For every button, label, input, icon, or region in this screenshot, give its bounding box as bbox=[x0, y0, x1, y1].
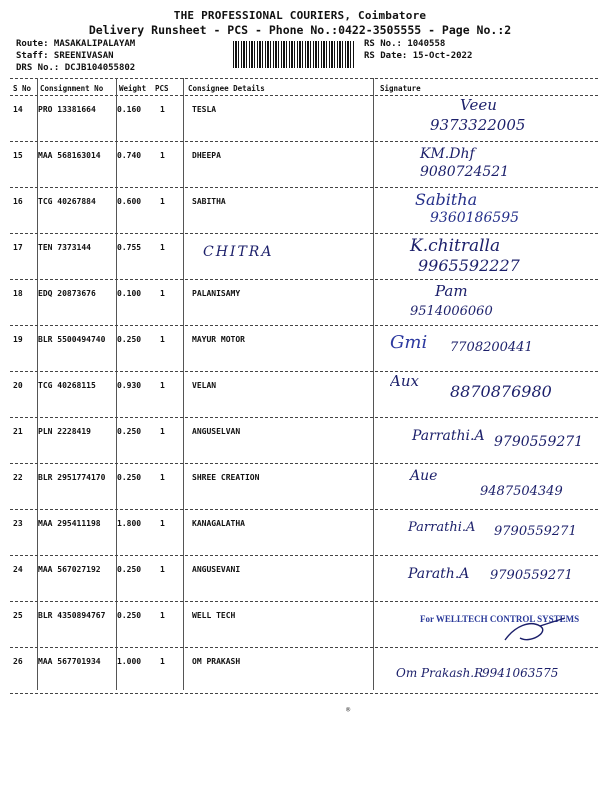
signature-area bbox=[390, 326, 595, 370]
signature-name: Parrathi.A bbox=[412, 428, 485, 444]
route-label: Route: MASAKALIPALAYAM bbox=[16, 39, 136, 49]
signature-phone: 9941063575 bbox=[482, 666, 559, 680]
signature-name: Aux bbox=[390, 372, 419, 390]
signature-phone: 7708200441 bbox=[450, 340, 533, 355]
signature-phone: 9790559271 bbox=[494, 524, 577, 539]
signature-area bbox=[390, 648, 595, 692]
row-weight: 0.250 bbox=[117, 565, 142, 574]
row-pcs: 1 bbox=[160, 197, 165, 206]
signature-name: Pam bbox=[435, 282, 468, 300]
signature-area bbox=[390, 96, 595, 140]
row-sno: 22 bbox=[13, 473, 23, 482]
row-pcs: 1 bbox=[160, 657, 165, 666]
col-pcs: PCS bbox=[155, 84, 169, 93]
signature-area bbox=[390, 280, 595, 324]
row-sno: 18 bbox=[13, 289, 23, 298]
row-sno: 16 bbox=[13, 197, 23, 206]
col-sno: S No bbox=[13, 84, 32, 93]
runsheet-header bbox=[0, 0, 600, 80]
row-consignment: MAA 295411198 bbox=[38, 519, 101, 528]
row-weight: 0.160 bbox=[117, 105, 142, 114]
table-row bbox=[10, 648, 598, 694]
row-consignment: PRO 13381664 bbox=[38, 105, 96, 114]
row-consignment: TCG 40268115 bbox=[38, 381, 96, 390]
row-consignee: MAYUR MOTOR bbox=[192, 335, 245, 344]
row-weight: 0.930 bbox=[117, 381, 142, 390]
row-pcs: 1 bbox=[160, 427, 165, 436]
row-pcs: 1 bbox=[160, 565, 165, 574]
stamp-signature-scribble bbox=[500, 616, 570, 646]
row-consignee: DHEEPA bbox=[192, 151, 221, 160]
row-consignment: PLN 2228419 bbox=[38, 427, 91, 436]
table-row bbox=[10, 326, 598, 372]
row-weight: 0.740 bbox=[117, 151, 142, 160]
signature-area bbox=[390, 142, 595, 186]
row-consignment: TCG 40267884 bbox=[38, 197, 96, 206]
table-bottom-rule bbox=[10, 693, 598, 694]
row-consignment: TEN 7373144 bbox=[38, 243, 91, 252]
row-sno: 24 bbox=[13, 565, 23, 574]
signature-area bbox=[390, 234, 595, 278]
signature-area bbox=[390, 510, 595, 554]
table-row bbox=[10, 418, 598, 464]
row-pcs: 1 bbox=[160, 519, 165, 528]
signature-name: Sabitha bbox=[415, 190, 478, 209]
runsheet-title: Delivery Runsheet - PCS - Phone No.:0422-3505555 - Page No.:2 bbox=[88, 23, 512, 37]
row-consignment: BLR 5500494740 bbox=[38, 335, 106, 344]
col-consignee: Consignee Details bbox=[188, 84, 265, 93]
row-pcs: 1 bbox=[160, 381, 165, 390]
row-consignment: BLR 2951774170 bbox=[38, 473, 106, 482]
handwritten-consignee: CHITRA bbox=[203, 244, 274, 260]
table-row bbox=[10, 280, 598, 326]
row-consignee: ANGUSELVAN bbox=[192, 427, 241, 436]
row-weight: 1.800 bbox=[117, 519, 142, 528]
row-pcs: 1 bbox=[160, 335, 165, 344]
signature-area bbox=[390, 556, 595, 600]
row-weight: 0.755 bbox=[117, 243, 142, 252]
signature-area bbox=[390, 602, 595, 646]
row-consignee: KANAGALATHA bbox=[192, 519, 245, 528]
row-weight: 0.250 bbox=[117, 427, 142, 436]
table-row bbox=[10, 556, 598, 602]
row-sno: 20 bbox=[13, 381, 23, 390]
row-consignment: EDQ 20873676 bbox=[38, 289, 96, 298]
signature-name: KM.Dhf bbox=[420, 146, 475, 162]
footer-mark: ® bbox=[346, 706, 351, 714]
table-row bbox=[10, 464, 598, 510]
signature-area bbox=[390, 418, 595, 462]
row-consignee: SHREE CREATION bbox=[192, 473, 260, 482]
table-top-rule bbox=[10, 78, 598, 79]
signature-area bbox=[390, 372, 595, 416]
row-sno: 14 bbox=[13, 105, 23, 114]
table-row bbox=[10, 372, 598, 418]
signature-phone: 9360186595 bbox=[430, 210, 520, 226]
drs-number: DRS No.: DCJB104055802 bbox=[16, 63, 136, 73]
col-weight: Weight bbox=[119, 84, 147, 93]
signature-phone: 9790559271 bbox=[494, 434, 584, 450]
rs-date: RS Date: 15-Oct-2022 bbox=[364, 51, 473, 61]
row-consignee: TESLA bbox=[192, 105, 217, 114]
row-sno: 26 bbox=[13, 657, 23, 666]
table-row bbox=[10, 96, 598, 142]
signature-phone: 9080724521 bbox=[420, 164, 510, 180]
row-weight: 0.250 bbox=[117, 335, 142, 344]
row-pcs: 1 bbox=[160, 243, 165, 252]
company-title: THE PROFESSIONAL COURIERS, Coimbatore bbox=[173, 9, 427, 22]
col-consignment: Consignment No bbox=[40, 84, 104, 93]
signature-name: Aue bbox=[410, 468, 438, 484]
col-signature: Signature bbox=[380, 84, 421, 93]
row-pcs: 1 bbox=[160, 151, 165, 160]
signature-phone: 9373322005 bbox=[430, 116, 526, 134]
row-consignee: SABITHA bbox=[192, 197, 226, 206]
barcode-image bbox=[233, 41, 355, 68]
signature-name: Veeu bbox=[460, 96, 497, 114]
row-consignee: ANGUSEVANI bbox=[192, 565, 241, 574]
row-consignment: MAA 567701934 bbox=[38, 657, 101, 666]
signature-phone: 9790559271 bbox=[490, 568, 573, 583]
table-row bbox=[10, 142, 598, 188]
signature-name: Om Prakash.R bbox=[396, 666, 484, 680]
row-sno: 21 bbox=[13, 427, 23, 436]
row-consignee: PALANISAMY bbox=[192, 289, 241, 298]
row-pcs: 1 bbox=[160, 611, 165, 620]
staff-label: Staff: SREENIVASAN bbox=[16, 51, 114, 61]
signature-name: Parrathi.A bbox=[408, 520, 476, 535]
signature-phone: 9514006060 bbox=[410, 304, 493, 319]
row-consignee: OM PRAKASH bbox=[192, 657, 241, 666]
row-weight: 0.250 bbox=[117, 473, 142, 482]
company-stamp: For WELLTECH CONTROL SYSTEMS bbox=[420, 614, 580, 624]
signature-phone: 9487504349 bbox=[480, 484, 563, 499]
table-row bbox=[10, 188, 598, 234]
row-weight: 0.250 bbox=[117, 611, 142, 620]
table-row bbox=[10, 234, 598, 280]
row-weight: 1.000 bbox=[117, 657, 142, 666]
signature-phone: 8870876980 bbox=[450, 382, 552, 401]
row-weight: 0.100 bbox=[117, 289, 142, 298]
signature-phone: 9965592227 bbox=[418, 256, 520, 275]
row-sno: 15 bbox=[13, 151, 23, 160]
row-sno: 25 bbox=[13, 611, 23, 620]
rs-number: RS No.: 1040558 bbox=[364, 39, 446, 49]
row-sno: 23 bbox=[13, 519, 23, 528]
signature-name: K.chitralla bbox=[410, 236, 501, 256]
row-consignee: WELL TECH bbox=[192, 611, 236, 620]
row-consignee: VELAN bbox=[192, 381, 217, 390]
row-pcs: 1 bbox=[160, 473, 165, 482]
row-pcs: 1 bbox=[160, 105, 165, 114]
row-consignment: BLR 4350894767 bbox=[38, 611, 106, 620]
signature-name: Parath.A bbox=[408, 566, 470, 582]
signature-area bbox=[390, 188, 595, 232]
signature-area bbox=[390, 464, 595, 508]
row-weight: 0.600 bbox=[117, 197, 142, 206]
table-row bbox=[10, 602, 598, 648]
table-row bbox=[10, 510, 598, 556]
signature-name: Gmi bbox=[390, 332, 428, 353]
row-sno: 17 bbox=[13, 243, 23, 252]
row-consignment: MAA 568163014 bbox=[38, 151, 101, 160]
row-consignment: MAA 567027192 bbox=[38, 565, 101, 574]
row-sno: 19 bbox=[13, 335, 23, 344]
row-pcs: 1 bbox=[160, 289, 165, 298]
